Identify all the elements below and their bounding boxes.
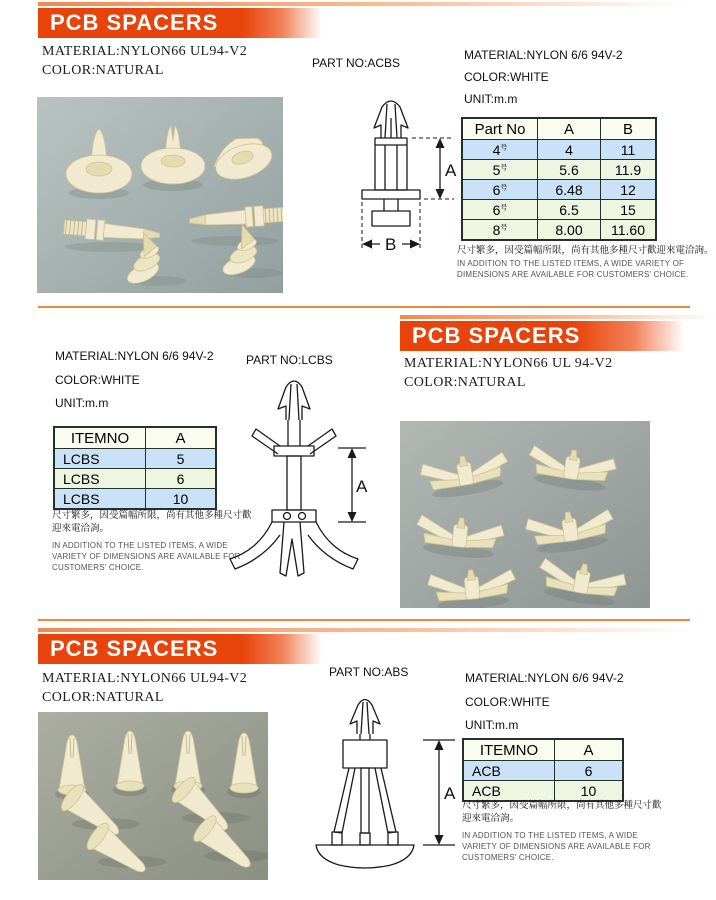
- cell-itemno: LCBS: [54, 469, 146, 489]
- cell-a: 10: [555, 781, 624, 802]
- note-english: IN ADDITION TO THE LISTED ITEMS, A WIDE: [52, 541, 228, 550]
- note-english: IN ADDITION TO THE LISTED ITEMS, A WIDE VARIETY OF: [457, 259, 685, 268]
- col-header-b: B: [601, 118, 657, 140]
- product-photo-acbs: [37, 97, 283, 293]
- note-english: DIMENSIONS ARE AVAILABLE FOR CUSTOMERS' CHOICE.: [457, 270, 689, 279]
- cell-itemno: LCBS: [54, 489, 146, 510]
- table-header-row: [462, 118, 656, 140]
- color-label: COLOR:NATURAL: [404, 375, 526, 390]
- cell-partno: $6^号$: [462, 200, 538, 220]
- cell-a: 10: [146, 489, 217, 510]
- table-row: [462, 160, 656, 180]
- note-english: CUSTOMERS' CHOICE.: [52, 563, 144, 572]
- size-mark: 号: [500, 143, 508, 151]
- note-english: CUSTOMERS' CHOICE.: [462, 853, 554, 862]
- material-label: MATERIAL:NYLON 6/6 94V-2: [55, 349, 214, 363]
- section-divider: [38, 306, 690, 308]
- table-row: [462, 200, 656, 220]
- banner-accent-strip: [38, 2, 690, 6]
- size-mark: 号: [500, 183, 508, 191]
- cell-partno: $4^号$: [462, 140, 538, 160]
- note-english: IN ADDITION TO THE LISTED ITEMS, A WIDE: [462, 831, 638, 840]
- table-row: [463, 761, 623, 781]
- abs-spec-table: [462, 738, 624, 802]
- table-row: [54, 489, 216, 510]
- unit-label: UNIT:m.m: [55, 396, 109, 410]
- cell-b: 11.60: [601, 220, 657, 241]
- material-label: MATERIAL:NYLON66 UL94-V2: [42, 44, 248, 59]
- lcbs-spec-table: [53, 426, 217, 510]
- cell-a: 6: [146, 469, 217, 489]
- technical-diagram-abs: [303, 692, 460, 880]
- note-chinese: 迎來電洽詢。: [462, 813, 520, 824]
- banner-accent-strip: [38, 628, 690, 632]
- note-english: VARIETY OF DIMENSIONS ARE AVAILABLE FOR: [52, 552, 241, 561]
- banner-accent-strip: [400, 315, 716, 319]
- section3-banner: [38, 634, 322, 664]
- cell-a: 6.5: [538, 200, 601, 220]
- part-no-label: PART NO:ABS: [329, 665, 409, 679]
- col-header-partno: Part No: [462, 118, 538, 140]
- technical-diagram-acbs: [328, 92, 460, 280]
- table-row: [54, 469, 216, 489]
- note-chinese: 尺寸繁多，因受篇幅所限，尚有其他多種尺寸歡: [52, 510, 252, 521]
- dim-label-a: A: [444, 784, 456, 803]
- unit-label: UNIT:m.m: [464, 92, 518, 106]
- color-label: COLOR:NATURAL: [42, 63, 164, 78]
- cell-b: 15: [601, 200, 657, 220]
- cell-a: 6: [555, 761, 624, 781]
- section1-banner: [38, 8, 322, 38]
- part-no-label: PART NO:LCBS: [246, 353, 333, 367]
- cell-partno: $6^号$: [462, 180, 538, 200]
- col-header-a: A: [555, 739, 624, 761]
- table-row: [463, 781, 623, 802]
- size-mark: 号: [500, 203, 508, 211]
- cell-a: 8.00: [538, 220, 601, 241]
- cell-partno: $8^号$: [462, 220, 538, 241]
- page-title: PCB SPACERS: [412, 323, 581, 348]
- table-header-row: [463, 739, 623, 761]
- material-label: MATERIAL:NYLON 6/6 94V-2: [465, 671, 624, 685]
- note-chinese: 尺寸繁多，因受篇幅所限，尚有其他多種尺寸歡迎來電洽詢。: [457, 245, 714, 256]
- col-header-a: A: [538, 118, 601, 140]
- cell-b: 12: [601, 180, 657, 200]
- cell-a: 5.6: [538, 160, 601, 180]
- size-mark: 号: [500, 223, 508, 231]
- color-label: COLOR:WHITE: [465, 695, 550, 709]
- unit-label: UNIT:m.m: [465, 718, 519, 732]
- table-row: [462, 180, 656, 200]
- color-label: COLOR:WHITE: [464, 70, 549, 84]
- note-chinese: 尺寸繁多，因受篇幅所限，尚有其他多種尺寸歡: [462, 800, 662, 811]
- cell-a: 6.48: [538, 180, 601, 200]
- col-header-a: A: [146, 427, 217, 449]
- dim-label-a: A: [356, 477, 368, 496]
- cell-b: 11.9: [601, 160, 657, 180]
- color-label: COLOR:WHITE: [55, 373, 140, 387]
- cell-partno: $5^号$: [462, 160, 538, 180]
- product-photo-abs: [38, 712, 268, 880]
- cell-a: 5: [146, 449, 217, 469]
- cell-itemno: ACB: [463, 761, 555, 781]
- acbs-spec-table: [461, 117, 657, 241]
- col-header-itemno: ITEMNO: [54, 427, 146, 449]
- material-label: MATERIAL:NYLON66 UL94-V2: [42, 671, 248, 686]
- section2-banner: [400, 321, 716, 351]
- table-row: [462, 140, 656, 160]
- size-mark: 号: [500, 163, 508, 171]
- cell-b: 11: [601, 140, 657, 160]
- table-row: [54, 449, 216, 469]
- page-title: PCB SPACERS: [50, 636, 219, 661]
- cell-itemno: LCBS: [54, 449, 146, 469]
- note-english: VARIETY OF DIMENSIONS ARE AVAILABLE FOR: [462, 842, 651, 851]
- dim-label-a: A: [445, 161, 457, 180]
- section-divider: [38, 619, 690, 621]
- product-photo-natural-spacers: [400, 421, 650, 608]
- table-row: [462, 220, 656, 241]
- part-no-label: PART NO:ACBS: [312, 56, 401, 70]
- material-label: MATERIAL:NYLON66 UL 94-V2: [404, 356, 613, 371]
- note-chinese: 迎來電洽詢。: [52, 523, 110, 534]
- technical-diagram-lcbs: [222, 372, 368, 586]
- cell-itemno: ACB: [463, 781, 555, 802]
- col-header-itemno: ITEMNO: [463, 739, 555, 761]
- page-title: PCB SPACERS: [50, 10, 219, 35]
- table-header-row: [54, 427, 216, 449]
- cell-a: 4: [538, 140, 601, 160]
- dim-label-b: B: [385, 235, 397, 254]
- color-label: COLOR:NATURAL: [42, 690, 164, 705]
- material-label: MATERIAL:NYLON 6/6 94V-2: [464, 48, 623, 62]
